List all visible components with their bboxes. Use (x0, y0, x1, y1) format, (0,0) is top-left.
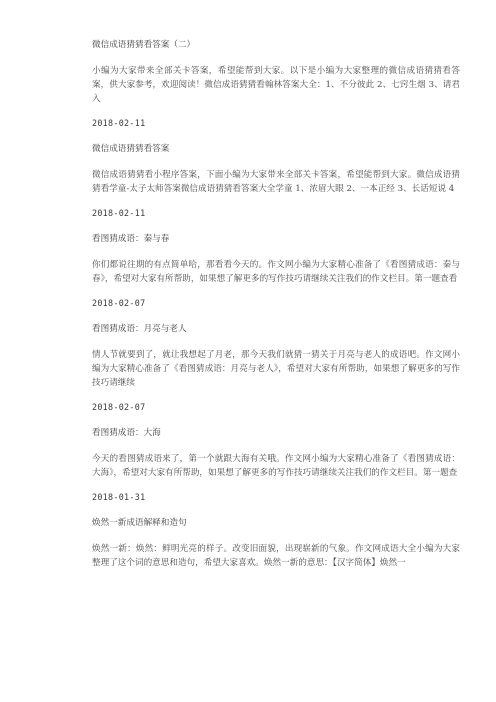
article-title[interactable]: 看图猜成语：大海 (92, 428, 161, 438)
article-4 (64, 322, 496, 414)
article-1 (64, 38, 496, 130)
article-date: 2018-02-11 (92, 118, 146, 128)
article-5 (64, 426, 496, 504)
article-date: 2018-01-31 (92, 492, 146, 502)
article-excerpt: 微信成语猜猜看小程序答案，下面小编为大家带来全部关卡答案，希望能帮到大家。微信成语猜猜看学童-太子太师答案微信成语猜猜看答案大全学童 1、浓眉大眼 2、一本正经 3、长话短说 4 (92, 170, 460, 194)
article-6 (64, 516, 496, 570)
article-title[interactable]: 微信成语猜猜看答案（二） (92, 40, 196, 50)
article-title[interactable]: 焕然一新成语解释和造句 (92, 518, 187, 528)
article-date: 2018-02-07 (92, 298, 146, 308)
article-excerpt: 你们都说往期的有点简单哈，那看看今天的。作文网小编为大家精心准备了《看图猜成语：秦与春》，希望对大家有所帮助，如果想了解更多的写作技巧请继续关注我们的作文栏目。第一题查看 (92, 260, 460, 284)
article-3 (64, 232, 496, 310)
article-title[interactable]: 看图猜成语：秦与春 (92, 234, 170, 244)
article-excerpt: 今天的看图猜成语来了，第一个就跟大海有关哦。作文网小编为大家精心准备了《看图猜成语：大海》，希望对大家有所帮助，如果想了解更多的写作技巧请继续关注我们的作文栏目。第一题查 (92, 454, 460, 478)
article-excerpt: 焕然一新：焕然：鲜明光亮的样子。改变旧面貌，出现崭新的气象。作文网成语大全小编为大家整理了这个词的意思和造句，希望大家喜欢。焕然一新的意思：【汉字简体】焕然一 (92, 544, 460, 568)
article-date: 2018-02-07 (92, 402, 146, 412)
article-date: 2018-02-11 (92, 208, 146, 218)
article-title[interactable]: 看图猜成语：月亮与老人 (92, 324, 187, 334)
article-title[interactable]: 微信成语猜猜看答案 (92, 144, 170, 154)
article-excerpt: 情人节就要到了，就让我想起了月老，那今天我们就猜一猜关于月亮与老人的成语吧。作文网小编为大家精心准备了《看图猜成语：月亮与老人》，希望对大家有所帮助，如果想了解更多的写作技巧请继续 (92, 350, 460, 388)
article-2 (64, 142, 496, 220)
article-excerpt: 小编为大家带来全部关卡答案，希望能帮到大家。以下是小编为大家整理的微信成语猜猜看答案，供大家参考，欢迎阅读！微信成语猜猜看翰林答案大全：1、不分彼此 2、七窍生烟 3、请君入 (92, 66, 460, 104)
